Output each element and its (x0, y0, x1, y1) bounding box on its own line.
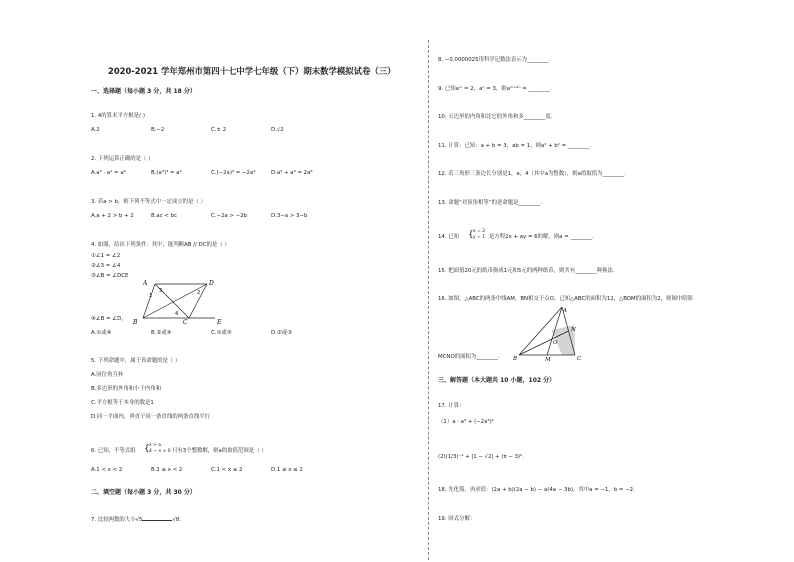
q1-option-a: A.2 (91, 127, 100, 133)
question-8: 8. −0.0000025用科学记数法表示为________. (438, 57, 551, 63)
question-12: 12. 若三角形三条边长分别是1，a，4（其中a为整数），则a的取值为________. (438, 171, 626, 177)
q2-option-c: C.(−2a)³ = −2a³ (211, 170, 256, 176)
q6-option-c: C.1 < x ≤ 2 (211, 467, 243, 473)
fig-label-D: D (209, 280, 214, 287)
q1-option-d: D.√2 (271, 127, 284, 133)
q2-option-d: D.a³ + a³ = 2a⁶ (271, 170, 313, 176)
q3-option-d: D.3−a > 3−b (271, 213, 308, 219)
fig-angle-4: 4 (175, 311, 179, 317)
question-6-end: 只有3个整数解，则a的取值范围是（ ） (172, 448, 267, 454)
fig-label-C: C (577, 356, 582, 362)
question-15: 15. 把面值20元的纸币换成1元和5元的两种纸币，则共有________种换法. (438, 268, 615, 274)
question-4: 4. 如图，给出下列条件：其中，能判断AB // DC的是（ ） (91, 242, 230, 248)
q5-option-b: B.多边形的外角和小于内角和 (91, 386, 162, 392)
question-3: 3. 若a > b，则下列不等式中一定成立的是（ ） (91, 199, 206, 205)
column-divider (428, 40, 429, 560)
q2-option-a: A.a³ · a² = a⁶ (91, 170, 126, 176)
question-13: 13. 命题“对顶角相等”的逆命题是________. (438, 200, 542, 206)
fig-angle-3: 3 (159, 288, 163, 294)
question-18: 18. 先化简，再求值：(2a + b)(2a − b) − a(4a − 3b)，其中a = −1，b = −2. (438, 487, 635, 493)
fig-angle-2: 2 (197, 290, 201, 296)
q4-option-c: C.①或③ (211, 330, 232, 336)
q7-text-end: √8. (172, 517, 182, 523)
q4-option-b: B.②或④ (151, 330, 172, 336)
q4-condition-4: ④∠B = ∠D， (91, 316, 127, 322)
fig-label-A: A (563, 308, 567, 314)
question-16-end: MCNO的面积为________. (438, 354, 500, 360)
question-17: 17. 计算： (438, 403, 465, 409)
fig-label-M: M (545, 357, 551, 363)
question-16: 16. 如图，△ABC的两条中线AM，BN相交于点O，已知△ABC的面积为12，△BOM的面积为2，则图中阴影 (438, 296, 694, 302)
q4-condition-3: ③∠B = ∠DCE (91, 273, 129, 279)
fig-label-A: A (143, 280, 148, 287)
fig-label-O: O (553, 340, 558, 346)
fig-angle-1: 1 (149, 293, 153, 299)
fig-label-C: C (183, 319, 188, 326)
question-9: 9. 已知aᵐ = 2，aⁿ = 3，则aᵐ⁺²ⁿ = ________. (438, 86, 552, 92)
question-2: 2. 下列运算正确的是（ ） (91, 156, 154, 162)
q6-option-a: A.1 < x < 2 (91, 467, 123, 473)
q4-parallelogram-figure (125, 278, 225, 326)
question-1: 1. 4的算术平方根是( ) (91, 113, 145, 119)
question-14-start: 14. 已知 (438, 234, 460, 240)
question-19: 19. 因式分解： (438, 516, 476, 522)
fig-label-B: B (513, 356, 518, 362)
q17-part-2: (2)(1/3)⁻² + |1 − √2| + (π − 3)⁰. (438, 454, 524, 460)
question-6-start: 6. 已知，不等式组 (91, 448, 136, 454)
question-5: 5. 下列命题中，属于真命题的是（ ） (91, 358, 181, 364)
q6-system-brace: { (144, 444, 150, 454)
q16-triangle-figure (505, 303, 590, 363)
q3-option-a: A.a + 2 > b + 2 (91, 213, 134, 219)
section-2-heading: 二、填空题（每小题 3 分，共 30 分） (91, 489, 196, 496)
q5-option-d: D.同一平面内，垂直于同一条直线的两条直线平行 (91, 414, 211, 420)
question-10: 10. 五边形的内角和比它的外角和多________度. (438, 114, 553, 120)
q4-condition-1: ①∠1 = ∠2 (91, 253, 121, 259)
q6-option-b: B.1 ≤ x < 2 (151, 467, 183, 473)
q6-option-d: D.1 ≤ x ≤ 2 (271, 467, 303, 473)
q14-system-line-1: x = 2 (473, 229, 486, 234)
question-14-end: 是方程2x + ay = 6的解，则a = ________. (489, 234, 594, 240)
section-3-heading: 三、解答题（本大题共 10 小题，102 分） (438, 377, 556, 384)
q17-part-1: （1）a · a⁵ + (−2a³)² (438, 419, 494, 425)
q4-condition-2: ②∠3 = ∠4 (91, 263, 121, 269)
q2-option-b: B.(a³)³ = a⁶ (151, 170, 182, 176)
fig-label-B: B (133, 319, 138, 326)
q6-system-line-1: x > a (149, 443, 162, 448)
q3-option-c: C.−2a > −2b (211, 213, 248, 219)
fig-label-N: N (571, 327, 576, 333)
q1-option-c: C.± 2 (211, 127, 227, 133)
q14-system-brace: { (468, 230, 474, 240)
q5-option-c: C.平方根等于本身的数是1 (91, 400, 154, 406)
question-11: 11. 计算：已知：a + b = 3，ab = 1，则a² + b² = ________. (438, 143, 592, 149)
q1-option-b: B.−2 (151, 127, 165, 133)
q7-text: 7. 比较两数的大小√5 (91, 517, 143, 523)
q6-system-line-2: 4 − x > 0 (149, 449, 171, 454)
q14-system-line-2: y = 1 (473, 235, 486, 240)
q3-option-b: B.ac < bc (151, 213, 178, 219)
section-1-heading: 一、选择题（每小题 3 分，共 18 分） (91, 88, 196, 95)
q4-option-a: A.①或④ (91, 330, 112, 336)
exam-title: 2020-2021 学年郑州市第四十七中学七年级（下）期末数学模拟试卷（三） (108, 66, 396, 76)
q5-option-a: A.同位角互补 (91, 372, 124, 378)
question-7 (91, 515, 181, 524)
q7-answer-blank[interactable] (142, 515, 172, 521)
q4-option-d: D.②或③ (271, 330, 292, 336)
fig-label-E: E (217, 319, 222, 326)
